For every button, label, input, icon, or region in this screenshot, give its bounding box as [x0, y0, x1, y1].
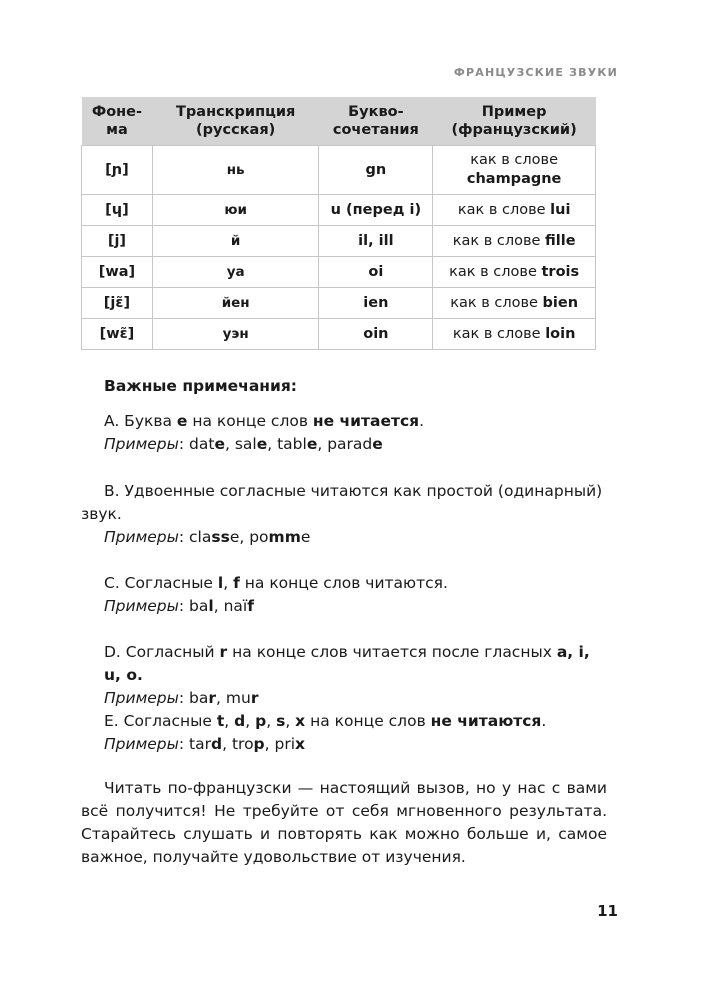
note-d-examples: Примеры: bar, mur — [104, 689, 259, 707]
closing-line: Старайтесь слушать и повторять как можно больше и, самое — [81, 825, 607, 843]
table-row — [82, 288, 596, 319]
note-d-rule: D. Согласный r на конце слов читается после гласных a, i, u, o. — [104, 643, 590, 684]
cell-phoneme: [wa] — [82, 257, 153, 288]
table-header-row — [82, 97, 596, 146]
cell-transcription: уа — [152, 257, 319, 288]
cell-transcription: юи — [152, 195, 319, 226]
table-row — [82, 146, 596, 195]
table-row — [82, 195, 596, 226]
table-row — [82, 319, 596, 350]
note-d — [81, 641, 607, 710]
note-c-examples: Примеры: bal, naïf — [104, 597, 254, 615]
cell-combo: u (перед i) — [319, 195, 433, 226]
note-b-rule: B. Удвоенные согласные читаются как простой (одинарный) — [104, 482, 603, 500]
notes-title: Важные примечания: — [104, 377, 298, 395]
table-row — [82, 226, 596, 257]
header-transcription: Транскрипция (русская) — [152, 97, 319, 146]
cell-example: как в слове lui — [433, 195, 596, 226]
cell-example: как в слове fille — [433, 226, 596, 257]
cell-phoneme: [ɲ] — [82, 146, 153, 195]
note-c — [81, 572, 607, 618]
cell-combo: oin — [319, 319, 433, 350]
note-a-examples: Примеры: date, sale, table, parade — [104, 435, 383, 453]
note-a-rule: A. Буква e на конце слов не читается. — [104, 412, 425, 430]
note-e-examples: Примеры: tard, trop, prix — [104, 735, 306, 753]
cell-transcription: уэн — [152, 319, 319, 350]
closing-paragraph — [81, 777, 607, 869]
page-number: 11 — [597, 902, 618, 920]
note-b — [81, 480, 607, 549]
header-phoneme: Фоне- ма — [82, 97, 153, 146]
cell-example: как в слове trois — [433, 257, 596, 288]
cell-combo: il, ill — [319, 226, 433, 257]
cell-example: как в слове bien — [433, 288, 596, 319]
table-row — [82, 257, 596, 288]
note-a — [81, 410, 607, 456]
cell-combo: oi — [319, 257, 433, 288]
closing-line: Читать по-французски — настоящий вызов, но у нас с вами — [104, 779, 607, 797]
cell-transcription: й — [152, 226, 319, 257]
running-head: ФРАНЦУЗСКИЕ ЗВУКИ — [453, 66, 618, 79]
cell-phoneme: [jɛ̃] — [82, 288, 153, 319]
cell-phoneme: [wɛ̃] — [82, 319, 153, 350]
closing-line: важное, получайте удовольствие от изучения. — [81, 848, 466, 866]
cell-phoneme: [ɥ] — [82, 195, 153, 226]
note-b-examples: Примеры: classe, pomme — [104, 528, 311, 546]
cell-combo: gn — [319, 146, 433, 195]
cell-transcription: йен — [152, 288, 319, 319]
note-e-rule: E. Согласные t, d, p, s, x на конце слов не читаются. — [104, 712, 547, 730]
phoneme-table — [81, 97, 596, 350]
header-example: Пример (французский) — [433, 97, 596, 146]
cell-transcription: нь — [152, 146, 319, 195]
note-b-rule-cont: звук. — [81, 505, 122, 523]
cell-example: как в слове loin — [433, 319, 596, 350]
note-e — [81, 710, 607, 756]
header-letter-combos: Букво- сочетания — [319, 97, 433, 146]
cell-phoneme: [j] — [82, 226, 153, 257]
cell-example: как в слове champagne — [433, 146, 596, 195]
cell-combo: ien — [319, 288, 433, 319]
note-c-rule: C. Согласные l, f на конце слов читаются. — [104, 574, 448, 592]
closing-line: всё получится! Не требуйте от себя мгновенного результата. — [81, 802, 607, 820]
